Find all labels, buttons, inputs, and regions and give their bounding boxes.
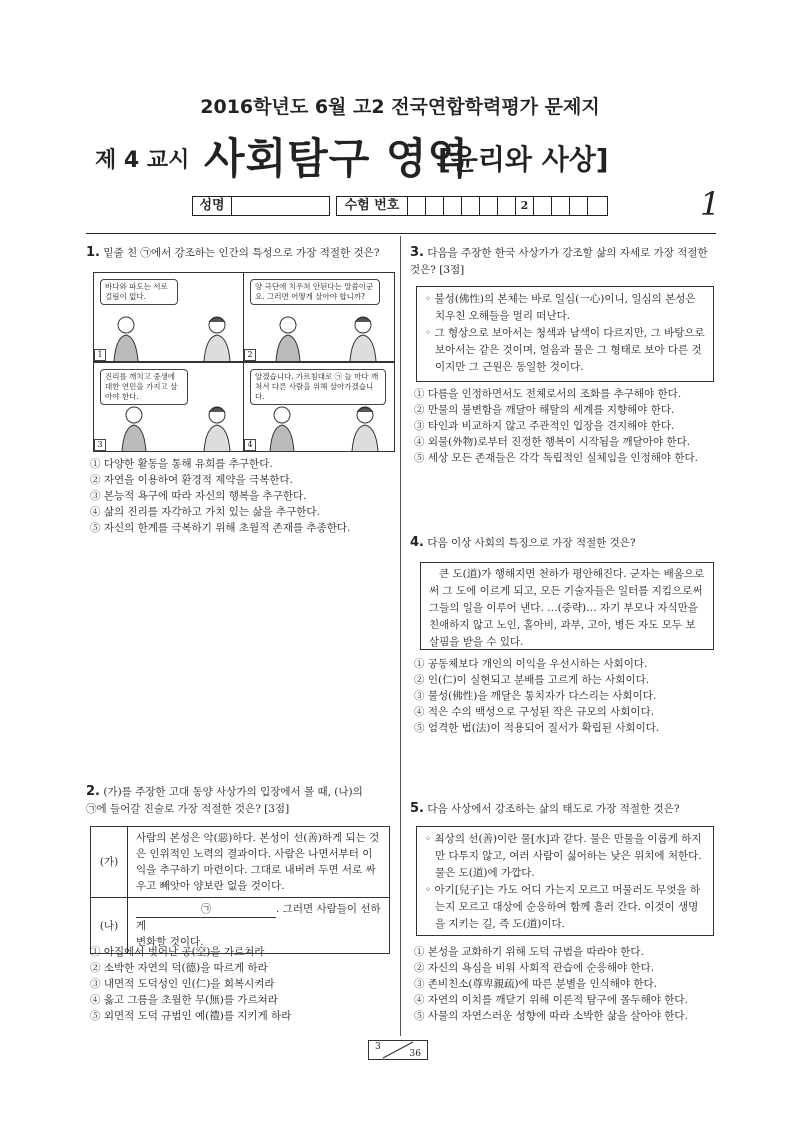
ga-text: 사람의 본성은 악(惡)하다. 본성이 선(善)하게 되는 것은 인위적인 노력의 결과이다. 사람은 나면서부터 이익을 추구하기 마련이다. 그대로 내버려 두면 서로 싸우고 빼앗아 양보란 없을 것이다. xyxy=(128,827,390,898)
passage-item: ◦ 불성(佛性)의 본체는 바로 일심(一心)이니, 일심의 본성은 치우친 오해들을 멀리 떠난다. xyxy=(425,293,696,322)
exam-number-cell[interactable] xyxy=(408,197,426,215)
option-4[interactable]: ④ 옳고 그름을 초월한 무(無)를 가르쳐라 xyxy=(90,994,278,1006)
q5-options xyxy=(414,944,688,1024)
na-text-2: 변화할 것이다. xyxy=(136,936,204,948)
row-label-na: (나) xyxy=(91,898,128,954)
monk-figure xyxy=(274,315,302,361)
subject-subtitle: [윤리와 사상] xyxy=(438,143,609,176)
q2-options xyxy=(90,944,291,1024)
option-4[interactable]: ④ 삶의 진리를 자각하고 가치 있는 삶을 추구한다. xyxy=(90,506,320,518)
page-number: 1 xyxy=(700,185,721,223)
person-figure xyxy=(350,403,380,451)
name-field[interactable] xyxy=(232,197,329,215)
passage-item: ◦ 최상의 선(善)이란 물[水]과 같다. 물은 만물을 이롭게 하지만 다투지 않고, 여러 사람이 싫어하는 낮은 위치에 처한다. 물은 도(道)에 가깝다. xyxy=(425,833,702,879)
period-label: 제 4 교시 xyxy=(95,148,190,173)
passage-text: 큰 도(道)가 행해지면 천하가 평안해진다. 군자는 배움으로써 그 도에 이르게 되고, 모든 기술자들은 일터를 지킴으로써 그들의 일을 이루어 낸다. …(중략)… 자기 부모나 자식만을 친애하지 않고 노인, 홀아비, 과부, 고아, 병든 자도 모두 보살핌을 받을 수 있다. xyxy=(429,568,705,648)
person-figure xyxy=(202,403,232,451)
exam-number-cell[interactable] xyxy=(534,197,552,215)
question-text: 다음 사상에서 강조하는 삶의 태도로 가장 적절한 것은? xyxy=(427,803,680,815)
question-number: 2. xyxy=(86,784,100,799)
exam-number-cell[interactable] xyxy=(552,197,570,215)
exam-number-box xyxy=(336,196,608,216)
option-5[interactable]: ⑤ 사물의 자연스러운 성향에 따라 소박한 삶을 살아야 한다. xyxy=(414,1010,688,1022)
exam-number-label: 수험 번호 xyxy=(337,197,408,215)
monk-figure xyxy=(268,405,296,451)
blank-marker: ㉠ xyxy=(136,901,276,918)
option-1[interactable]: ① 공동체보다 개인의 이익을 우선시하는 사회이다. xyxy=(414,658,648,670)
option-1[interactable]: ① 다름을 인정하면서도 전체로서의 조화를 추구해야 한다. xyxy=(414,388,682,400)
option-4[interactable]: ④ 자연의 이치를 깨닫기 위해 이론적 탐구에 몰두해야 한다. xyxy=(414,994,688,1006)
q2-passage-table xyxy=(90,826,390,954)
q4-options xyxy=(414,656,659,736)
option-4[interactable]: ④ 외물(外物)로부터 진정한 행복이 시작됨을 깨달아야 한다. xyxy=(414,436,691,448)
passage-item: ◦ 아기[兒子]는 가도 어디 가는지 모르고 머물러도 무엇을 하는지 모르고 대상에 순응하여 함께 흘러 간다. 이것이 생명을 지키는 길, 즉 도(道)이다. xyxy=(425,884,701,930)
exam-number-cell[interactable] xyxy=(444,197,462,215)
question-text: 다음 이상 사회의 특징으로 가장 적절한 것은? xyxy=(427,537,636,549)
comic-panel-3 xyxy=(93,362,245,452)
option-5[interactable]: ⑤ 자신의 한계를 극복하기 위해 초월적 존재를 추종한다. xyxy=(90,522,351,534)
q3-options xyxy=(414,386,698,466)
footer-current-page: 3 xyxy=(375,1042,381,1052)
exam-title: 2016학년도 6월 고2 전국연합학력평가 문제지 xyxy=(200,96,600,118)
option-3[interactable]: ③ 존비친소(尊卑親疏)에 따른 분별을 인식해야 한다. xyxy=(414,978,658,990)
row-label-ga: (가) xyxy=(91,827,128,898)
option-2[interactable]: ② 자신의 욕심을 비워 사회적 관습에 순응해야 한다. xyxy=(414,962,655,974)
option-1[interactable]: ① 다양한 활동을 통해 유희를 추구한다. xyxy=(90,458,273,470)
option-3[interactable]: ③ 타인과 비교하지 않고 주관적인 입장을 견지해야 한다. xyxy=(414,420,675,432)
comic-panel-1 xyxy=(93,272,245,362)
name-box xyxy=(192,196,330,216)
question-text: ㉠에 들어갈 진술로 가장 적절한 것은? [3점] xyxy=(86,803,290,815)
speech-bubble: 양 극단에 치우쳐 안된다는 말씀이군요. 그러면 어떻게 살아야 합니까? xyxy=(250,279,380,305)
option-5[interactable]: ⑤ 세상 모든 존재들은 각각 독립적인 실체임을 인정해야 한다. xyxy=(414,452,698,464)
subject-title: 사회탐구 영역 xyxy=(204,134,470,183)
question-text: (가)를 주장한 고대 동양 사상가의 입장에서 볼 때, (나)의 xyxy=(103,786,363,798)
option-2[interactable]: ② 소박한 자연의 덕(德)을 따르게 하라 xyxy=(90,962,268,974)
comic-panel-4 xyxy=(243,362,395,452)
monk-figure xyxy=(112,315,140,361)
footer-total-pages: 36 xyxy=(409,1049,421,1059)
exam-number-cell[interactable] xyxy=(480,197,498,215)
question-number: 5. xyxy=(410,801,424,816)
page-footer xyxy=(368,1040,428,1060)
option-3[interactable]: ③ 불성(佛性)을 깨달은 통치자가 다스리는 사회이다. xyxy=(414,690,657,702)
option-4[interactable]: ④ 적은 수의 백성으로 구성된 작은 규모의 사회이다. xyxy=(414,706,655,718)
exam-number-cell[interactable] xyxy=(588,197,607,215)
person-figure xyxy=(202,313,232,361)
speech-bubble: 진리를 깨치고 중생에 대한 연민을 가지고 살아야 한다. xyxy=(100,369,188,405)
question-1 xyxy=(86,244,391,262)
exam-number-cell[interactable] xyxy=(426,197,444,215)
q3-passage xyxy=(416,286,714,382)
option-1[interactable]: ① 아집에서 벗어난 공(空)을 가르쳐라 xyxy=(90,946,265,958)
question-number: 1. xyxy=(86,245,100,260)
exam-number-cell[interactable] xyxy=(570,197,588,215)
question-3 xyxy=(410,244,716,279)
exam-number-digit[interactable]: 2 xyxy=(516,197,534,215)
panel-number: 2 xyxy=(244,349,256,361)
option-2[interactable]: ② 인(仁)이 실현되고 분배를 고르게 하는 사회이다. xyxy=(414,674,650,686)
q1-options xyxy=(90,456,350,536)
exam-number-cell[interactable] xyxy=(498,197,516,215)
option-3[interactable]: ③ 본능적 욕구에 따라 자신의 행복을 추구한다. xyxy=(90,490,307,502)
question-text: 다음을 주장한 한국 사상가가 강조할 삶의 자세로 가장 적절한 것은? [3점] xyxy=(410,247,708,276)
option-1[interactable]: ① 본성을 교화하기 위해 도덕 규범을 따라야 한다. xyxy=(414,946,644,958)
option-5[interactable]: ⑤ 외면적 도덕 규범인 예(禮)를 지키게 하라 xyxy=(90,1010,292,1022)
name-label: 성명 xyxy=(193,197,232,215)
panel-number: 1 xyxy=(94,349,106,361)
question-number: 4. xyxy=(410,535,424,550)
panel-number: 3 xyxy=(94,439,106,451)
q5-passage xyxy=(416,826,714,936)
question-number: 3. xyxy=(410,245,424,260)
passage-item: ◦ 그 형상으로 보아서는 청색과 남색이 다르지만, 그 바탕으로 보아서는 같은 것이며, 얼음과 물은 그 형태로 보아 다른 것이지만 그 근원은 동일한 것이다. xyxy=(425,327,705,373)
person-figure xyxy=(348,313,378,361)
question-4 xyxy=(410,534,716,552)
monk-figure xyxy=(120,405,148,451)
header-rule xyxy=(86,233,716,234)
column-divider xyxy=(400,236,401,1036)
question-5 xyxy=(410,800,716,818)
exam-number-cell[interactable] xyxy=(462,197,480,215)
panel-number: 4 xyxy=(244,439,256,451)
option-2[interactable]: ② 만물의 불변함을 깨달아 해탈의 세계를 지향해야 한다. xyxy=(414,404,675,416)
question-2 xyxy=(86,783,396,818)
q4-passage xyxy=(420,562,714,650)
question-text: 밑줄 친 ㉠에서 강조하는 인간의 특성으로 가장 적절한 것은? xyxy=(103,247,380,259)
option-5[interactable]: ⑤ 엄격한 법(法)이 적용되어 질서가 확립된 사회이다. xyxy=(414,722,660,734)
option-3[interactable]: ③ 내면적 도덕성인 인(仁)을 회복시켜라 xyxy=(90,978,275,990)
speech-bubble: 알겠습니다. 가르침대로 ㉠ 늘 마다 깨쳐서 다른 사람을 위해 살아가겠습니다. xyxy=(250,369,386,405)
na-text: . 그러면 사람들이 선하게 xyxy=(136,903,381,932)
comic-panel-2 xyxy=(243,272,395,362)
speech-bubble: 바다와 파도는 서로 걸림이 없다. xyxy=(100,279,178,305)
option-2[interactable]: ② 자연을 이용하여 환경적 제약을 극복한다. xyxy=(90,474,293,486)
